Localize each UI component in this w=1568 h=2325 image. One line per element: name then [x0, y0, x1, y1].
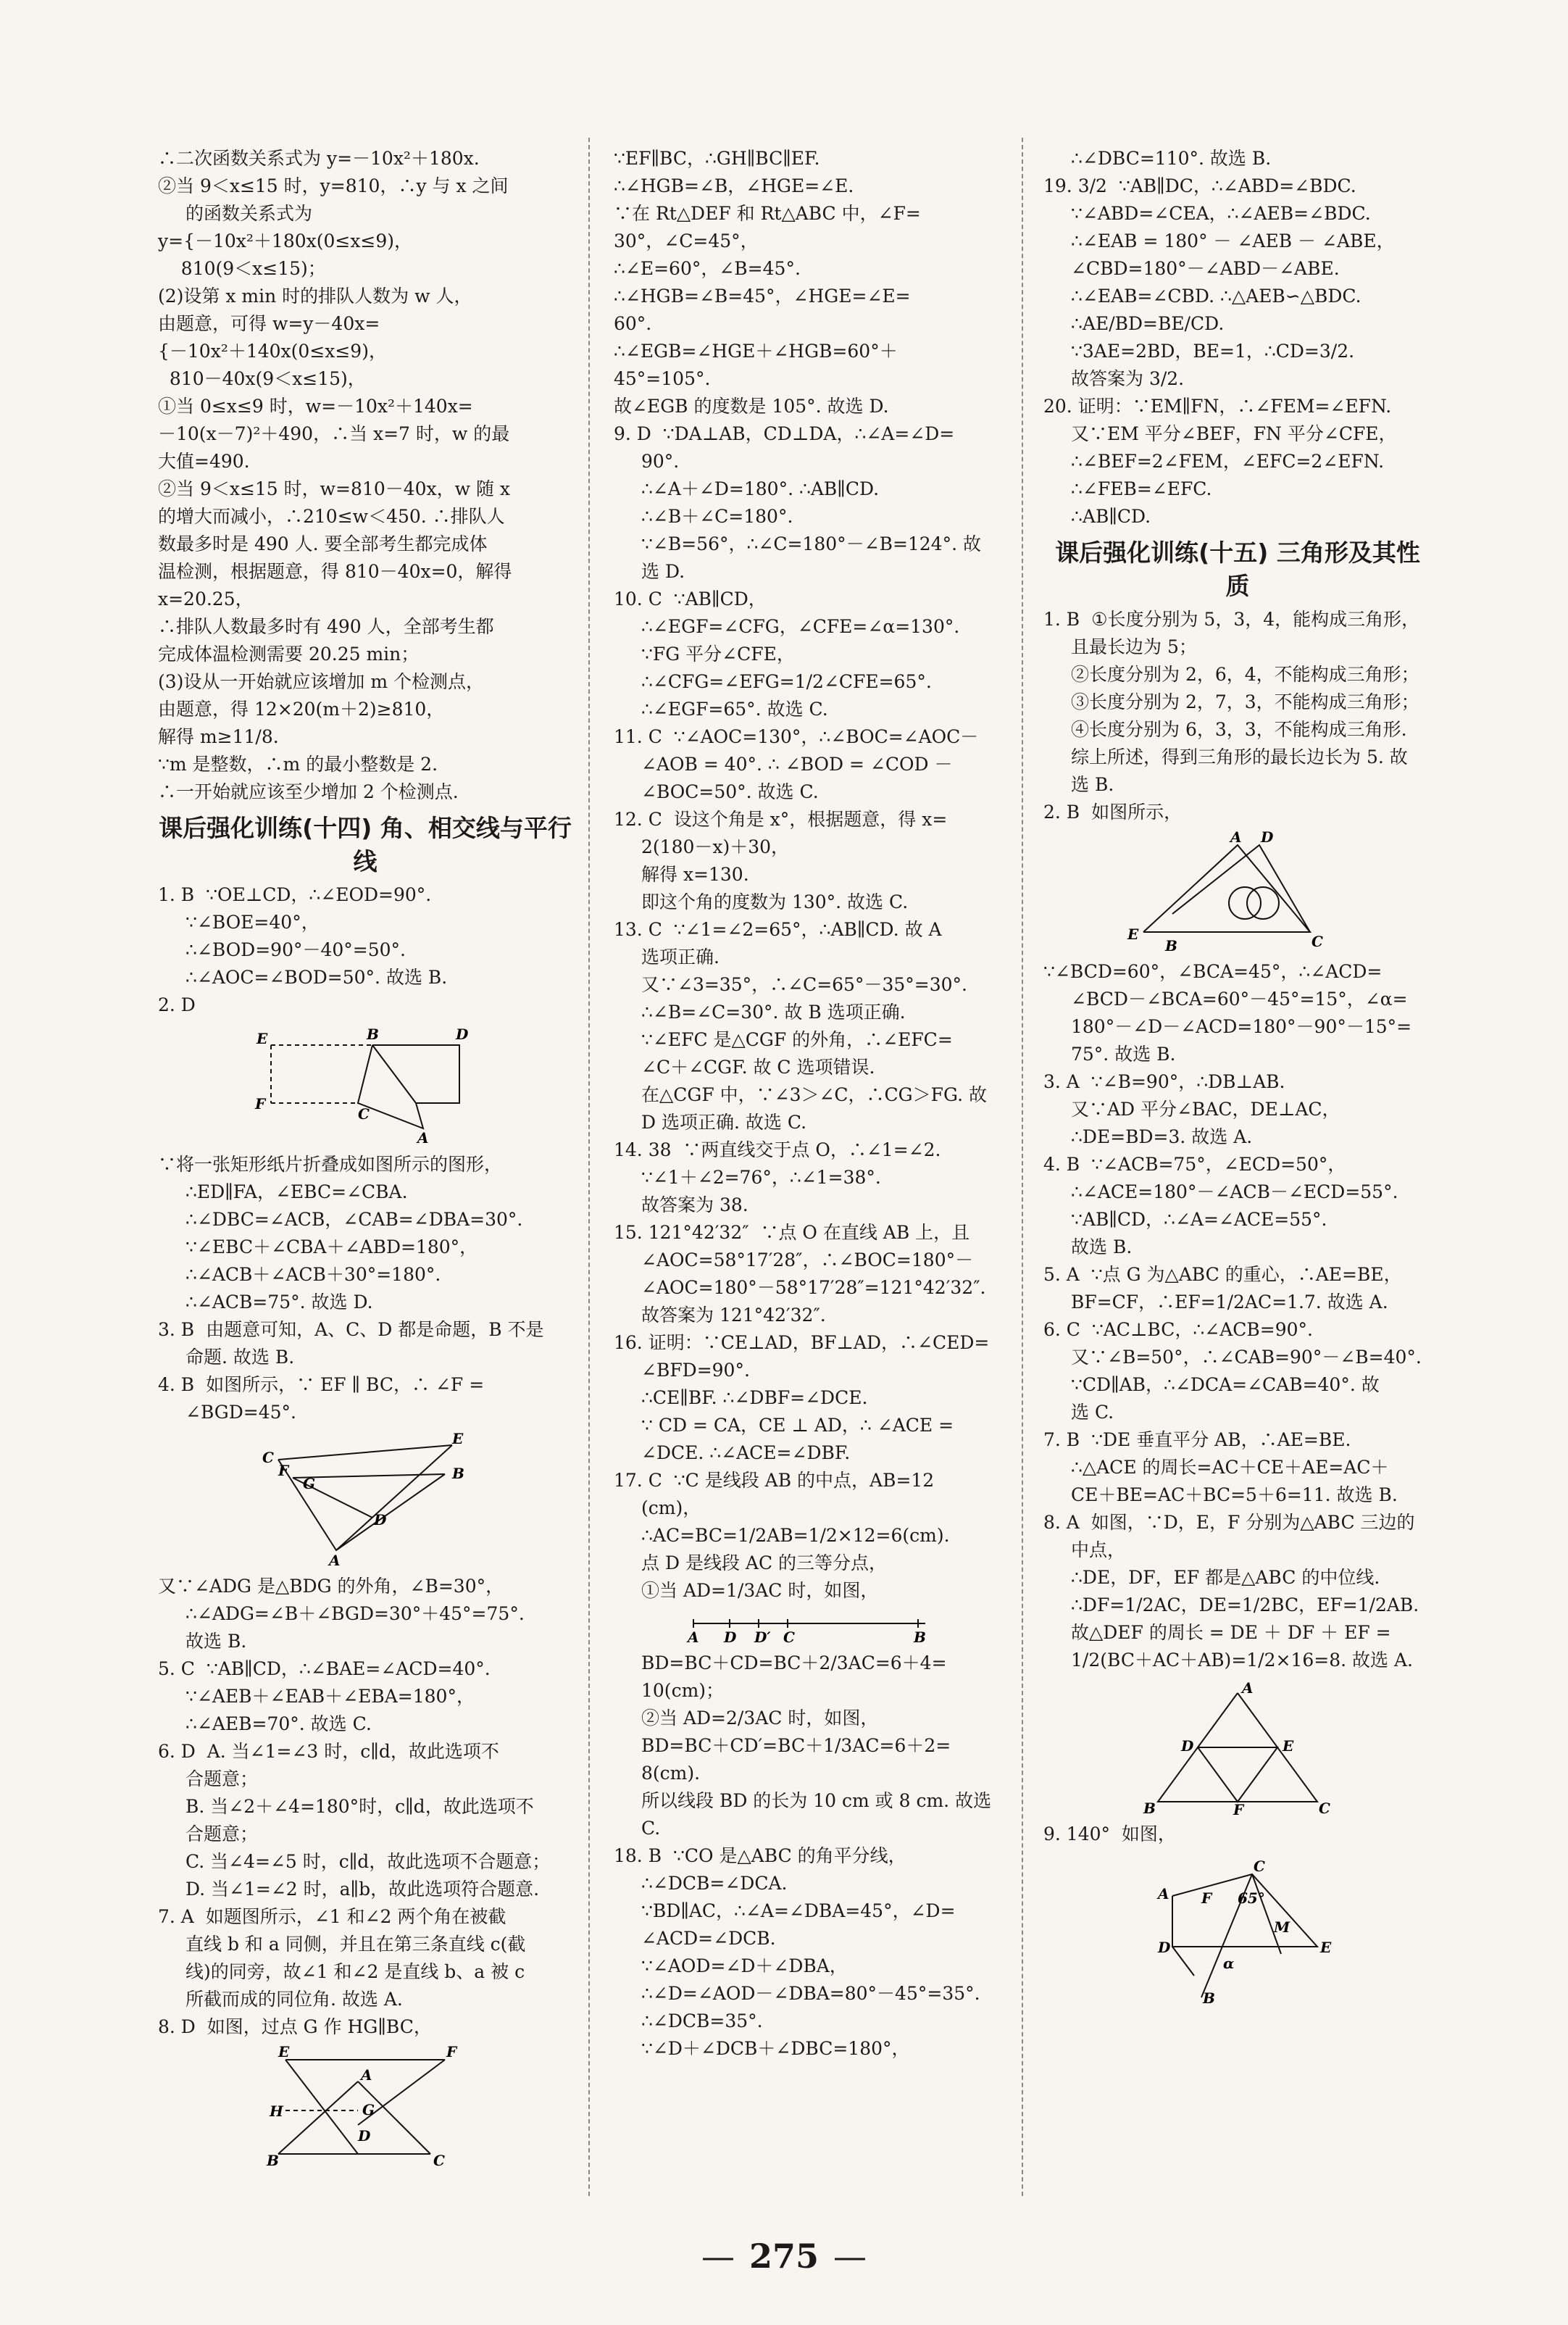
text-line: 所截而成的同位角. 故选 A.	[185, 1989, 403, 2010]
text-line: ∴∠AEB=70°. 故选 C.	[185, 1713, 372, 1734]
text-line: ∴∠AOC=∠BOD=50°. 故选 B.	[185, 967, 448, 988]
figure-point-label: C	[783, 1629, 795, 1645]
text-line: ∵∠EBC＋∠CBA＋∠ABD=180°，	[185, 1236, 478, 1257]
figure-point-label: A	[361, 2066, 372, 2084]
text-line: ∠C＋∠CGF. 故 C 选项错误.	[641, 1057, 875, 1078]
figure-point-label: B	[1143, 1800, 1156, 1816]
text-line: ∠CBD=180°－∠ABD－∠ABE.	[1071, 258, 1340, 279]
figure-point-label: 65°	[1238, 1889, 1265, 1907]
figure-last	[1129, 1852, 1346, 2005]
text-line: D 选项正确. 故选 C.	[641, 1112, 807, 1133]
text-line: 3. B 由题意可知，A、C、D 都是命题，B 不是	[158, 1319, 544, 1340]
text-line: 故答案为 3/2.	[1071, 368, 1185, 389]
text-line: 解得 m≥11/8.	[158, 726, 279, 747]
text-line: ∵∠AEB＋∠EAB＋∠EBA=180°，	[185, 1686, 475, 1707]
text-line: ∴△ACE 的周长=AC＋CE＋AE=AC＋	[1071, 1457, 1389, 1478]
text-line: 选 B.	[1071, 774, 1114, 795]
figure-seg	[679, 1609, 940, 1645]
text-line: ∴ED∥FA，∠EBC=∠CBA.	[185, 1181, 408, 1202]
text-line: ∴一开始就应该至少增加 2 个检测点.	[158, 781, 459, 802]
text-line: ∴∠A＋∠D=180°. ∴AB∥CD.	[641, 478, 880, 499]
text-line: 由题意，可得 w=y－40x=	[158, 313, 380, 334]
figure-line	[1229, 887, 1261, 919]
text-line: 8. A 如图，∵D，E，F 分别为△ABC 三边的	[1043, 1512, 1415, 1533]
figure-line	[1198, 1747, 1277, 1802]
text-line: ②长度分别为 2，6，4，不能构成三角形；	[1071, 664, 1419, 685]
figure-point-label: E	[257, 1030, 268, 1047]
text-line: ∵∠1＋∠2=76°，∴∠1=38°.	[641, 1167, 881, 1188]
column-right	[1043, 145, 1432, 2216]
figure-point-label: D	[1158, 1939, 1171, 1956]
text-line: ∴∠DCB=35°.	[641, 2010, 763, 2031]
figure-line	[372, 1045, 459, 1103]
column-left	[158, 145, 572, 2216]
text-line: 8. D 如图，过点 G 作 HG∥BC，	[158, 2016, 432, 2037]
figure-line	[336, 1474, 445, 1550]
figure-point-label: D	[358, 2127, 371, 2145]
text-line: －10(x－7)²＋490，∴当 x=7 时，w 的最	[158, 423, 510, 444]
text-line: 30°，∠C=45°，	[614, 230, 759, 251]
text-line: 10. C ∵AB∥CD，	[614, 588, 767, 610]
text-line: 5. C ∵AB∥CD，∴∠BAE=∠ACD=40°.	[158, 1658, 491, 1679]
text-line: ∠AOC=58°17′28″，∴∠BOC=180°－	[641, 1249, 974, 1270]
text-line: 合题意；	[185, 1768, 259, 1789]
text-line: ∴AE/BD=BE/CD.	[1071, 313, 1225, 334]
text-line: ∵∠D＋∠DCB＋∠DBC=180°，	[641, 2038, 910, 2059]
text-line: 在△CGF 中，∵∠3＞∠C，∴CG＞FG. 故	[641, 1084, 987, 1105]
text-line: ∠BFD=90°.	[641, 1360, 750, 1381]
text-line: 75°. 故选 B.	[1071, 1044, 1176, 1065]
figure-line	[1252, 1874, 1281, 1954]
text-line: 6. D A. 当∠1=∠3 时，c∥d，故此选项不	[158, 1741, 499, 1762]
text-line: 选 D.	[641, 561, 685, 582]
text-line: 线)的同旁，故∠1 和∠2 是直线 b、a 被 c	[185, 1961, 525, 1982]
text-line: 选 C.	[1071, 1402, 1114, 1423]
figure-point-label: B	[367, 1026, 379, 1043]
text-line: 且最长边为 5；	[1071, 636, 1197, 657]
text-line: 故答案为 38.	[641, 1194, 748, 1215]
text-line: 温检测，根据题意，得 810－40x=0，解得	[158, 561, 512, 582]
figure-point-label: B	[267, 2152, 279, 2168]
text-line: ∴∠HGB=∠B=45°，∠HGE=∠E=	[614, 286, 911, 307]
text-line: ∵AB∥CD，∴∠A=∠ACE=55°.	[1071, 1209, 1327, 1230]
text-line: B. 当∠2＋∠4=180°时，c∥d，故此选项不	[185, 1796, 534, 1817]
figure-point-label: D	[456, 1026, 469, 1043]
text-line: {－10x²＋140x(0≤x≤9)，	[158, 341, 387, 362]
figure-point-label: E	[452, 1431, 464, 1447]
text-line: 20. 证明：∵EM∥FN，∴∠FEM=∠EFN.	[1043, 396, 1392, 417]
text-line: ∴∠HGB=∠B，∠HGE=∠E.	[614, 175, 854, 196]
text-line: 45°=105°.	[614, 368, 711, 389]
text-line: C. 当∠4=∠5 时，c∥d，故此选项不合题意；	[185, 1851, 551, 1872]
text-line: ∴排队人数最多时有 490 人，全部考生都	[158, 616, 494, 637]
figure-point-label: B	[1203, 1989, 1215, 2005]
text-line: 又∵∠ADG 是△BDG 的外角，∠B=30°，	[158, 1576, 504, 1597]
text-line: ∵EF∥BC，∴GH∥BC∥EF.	[614, 148, 820, 169]
text-line: ∵∠AOD=∠D＋∠DBA，	[641, 1955, 848, 1976]
column-divider	[588, 138, 590, 2196]
section-heading: 课后强化训练(十五) 三角形及其性质	[1055, 538, 1420, 600]
text-line: 又∵∠B=50°，∴∠CAB=90°－∠B=40°.	[1071, 1347, 1422, 1368]
figure-mid	[1129, 1679, 1346, 1816]
text-line: 18. B ∵CO 是△ABC 的角平分线，	[614, 1845, 906, 1866]
text-line: ∴∠ACB＋∠ACB＋30°=180°.	[185, 1264, 441, 1285]
text-line: 直线 b 和 a 同侧，并且在第三条直线 c(截	[185, 1934, 526, 1955]
text-line: 解得 x=130.	[641, 864, 749, 885]
text-line: ∵m 是整数，∴m 的最小整数是 2.	[158, 754, 438, 775]
text-line: 16. 证明：∵CE⊥AD，BF⊥AD，∴∠CED=	[614, 1332, 990, 1353]
text-line: ∵CD∥AB，∴∠DCA=∠CAB=40°. 故	[1071, 1374, 1380, 1395]
figure-point-label: C	[433, 2152, 445, 2168]
text-line: ∴∠EAB=∠CBD. ∴△AEB∽△BDC.	[1071, 286, 1361, 307]
text-line: D. 当∠1=∠2 时，a∥b，故此选项符合题意.	[185, 1879, 540, 1900]
text-line: 又∵EM 平分∠BEF，FN 平分∠CFE，	[1071, 423, 1397, 444]
text-line: 故选 B.	[185, 1631, 247, 1652]
text-line: 故答案为 121°42′32″.	[641, 1305, 826, 1326]
text-line: ∴∠ACB=75°. 故选 D.	[185, 1292, 373, 1313]
figure-point-label: D	[724, 1629, 737, 1645]
figure-point-label: D′	[754, 1629, 771, 1645]
section-heading: 课后强化训练(十四) 角、相交线与平行线	[159, 814, 572, 875]
text-line: 6. C ∵AC⊥BC，∴∠ACB=90°.	[1043, 1319, 1313, 1340]
figure-point-label: A	[329, 1552, 341, 1568]
text-line: 合题意；	[185, 1823, 259, 1844]
figure-point-label: H	[270, 2103, 283, 2120]
figure-trap	[257, 2045, 474, 2168]
text-line: 数最多时是 490 人. 要全部考生都完成体	[158, 533, 488, 554]
text-line: 点 D 是线段 AC 的三等分点，	[641, 1552, 888, 1573]
text-line: 810(9＜x≤15)；	[158, 258, 326, 279]
figure-point-label: C	[262, 1449, 274, 1466]
text-line: 中点，	[1071, 1539, 1126, 1560]
text-line: 故△DEF 的周长 = DE ＋ DF ＋ EF =	[1071, 1622, 1391, 1643]
text-line: ∴∠E=60°，∠B=45°.	[614, 258, 801, 279]
figure-point-label: C	[1319, 1800, 1330, 1816]
figure-rect	[249, 1023, 481, 1147]
text-line: ∴二次函数关系式为 y=－10x²＋180x.	[158, 148, 480, 169]
text-line: ∵在 Rt△DEF 和 Rt△ABC 中，∠F=	[614, 203, 921, 224]
text-line: ∵∠B=56°，∴∠C=180°－∠B=124°. 故	[641, 533, 982, 554]
figure-point-label: M	[1274, 1918, 1290, 1936]
text-line: 4. B ∵∠ACB=75°，∠ECD=50°，	[1043, 1154, 1346, 1175]
text-line: 2(180－x)＋30，	[641, 836, 790, 857]
figure-point-label: A	[1242, 1679, 1254, 1697]
page-number: 275	[748, 2237, 820, 2276]
figure-line	[293, 1474, 445, 1478]
text-line: ∵∠EFC 是△CGF 的外角，∴∠EFC=	[641, 1029, 953, 1050]
figure-point-label: D	[374, 1511, 387, 1528]
figure-point-label: A	[1230, 831, 1242, 846]
text-line: ∴∠DBC=∠ACB，∠CAB=∠DBA=30°.	[185, 1209, 523, 1230]
figure-line	[1172, 1947, 1194, 1976]
text-line: (3)设从一开始就应该增加 m 个检测点，	[158, 671, 485, 692]
text-line: ∴∠EGF=∠CFG，∠CFE=∠α=130°.	[641, 616, 960, 637]
figure-point-label: F	[278, 1462, 289, 1479]
text-line: 综上所述，得到三角形的最长边长为 5. 故	[1071, 746, 1408, 768]
text-line: 8(cm).	[641, 1763, 701, 1784]
text-line: 9. D ∵DA⊥AB，CD⊥DA，∴∠A=∠D=	[614, 423, 955, 444]
text-line: ∠DCE. ∴∠ACE=∠DBF.	[641, 1442, 851, 1463]
figure-line	[372, 1045, 416, 1103]
figure-point-label: C	[1311, 933, 1323, 950]
text-line: ∠ACD=∠DCB.	[641, 1928, 776, 1949]
figure-point-label: F	[446, 2045, 457, 2060]
text-line: ∴∠B＋∠C=180°.	[641, 506, 793, 527]
figure-tri	[249, 1431, 481, 1568]
figure-point-label: C	[358, 1105, 370, 1123]
text-line: 的增大而减小，∴210≤w＜450. ∴排队人	[158, 506, 505, 527]
text-line: 2. D	[158, 994, 196, 1015]
figure-point-label: A	[688, 1629, 699, 1645]
text-line: 1/2(BC＋AC＋AB)=1/2×16=8. 故选 A.	[1071, 1650, 1413, 1671]
figure-point-label: B	[1165, 937, 1177, 954]
text-line: (cm)，	[641, 1497, 701, 1518]
text-line: ①当 AD=1/3AC 时，如图，	[641, 1580, 879, 1601]
text-line: 11. C ∵∠AOC=130°，∴∠BOC=∠AOC－	[614, 726, 979, 747]
figure-point-label: α	[1223, 1955, 1235, 1972]
text-line: ∴∠EGF=65°. 故选 C.	[641, 699, 828, 720]
text-line: 又∵AD 平分∠BAC，DE⊥AC，	[1071, 1099, 1340, 1120]
figure-point-label: D	[1261, 831, 1274, 846]
text-line: ∠BOC=50°. 故选 C.	[641, 781, 819, 802]
text-line: ③长度分别为 2，7，3，不能构成三角形；	[1071, 691, 1419, 712]
text-line: 故选 B.	[1071, 1236, 1133, 1257]
text-line: BF=CF，∴EF=1/2AC=1.7. 故选 A.	[1071, 1292, 1388, 1313]
figure-point-label: C	[1254, 1858, 1265, 1875]
text-line: ∴∠EGB=∠HGE＋∠HGB=60°＋	[614, 341, 898, 362]
text-line: ∴∠DBC=110°. 故选 B.	[1071, 148, 1272, 169]
text-line: ∠BCD－∠BCA=60°－45°=15°，∠α=	[1071, 989, 1408, 1010]
text-line: 故∠EGB 的度数是 105°. 故选 D.	[614, 396, 889, 417]
text-line: 13. C ∵∠1=∠2=65°，∴AB∥CD. 故 A	[614, 919, 942, 940]
text-line: ②当 9＜x≤15 时，w=810－40x，w 随 x	[158, 478, 511, 499]
text-line: 60°.	[614, 313, 652, 334]
text-line: ∴DF=1/2AC，DE=1/2BC，EF=1/2AB.	[1071, 1594, 1419, 1615]
text-line: ∵∠BCD=60°，∠BCA=45°，∴∠ACD=	[1043, 961, 1383, 982]
text-line: 7. A 如题图所示，∠1 和∠2 两个角在被截	[158, 1906, 506, 1927]
figure-point-label: F	[1201, 1889, 1212, 1907]
text-line: 10(cm)；	[641, 1680, 725, 1701]
text-line: 14. 38 ∵两直线交于点 O，∴∠1=∠2.	[614, 1139, 941, 1160]
figure-point-label: B	[914, 1629, 926, 1645]
text-line: ∵∠BOE=40°，	[185, 912, 320, 933]
text-line: 又∵∠3=35°，∴∠C=65°－35°=30°.	[641, 974, 967, 995]
text-line: ∵FG 平分∠CFE，	[641, 644, 795, 665]
text-line: 命题. 故选 B.	[185, 1347, 295, 1368]
text-line: ∴DE，DF，EF 都是△ABC 的中位线.	[1071, 1567, 1380, 1588]
text-line: ∠AOB = 40°. ∴ ∠BOD = ∠COD －	[641, 754, 953, 775]
text-line: 17. C ∵C 是线段 AB 的中点，AB=12	[614, 1470, 935, 1491]
text-line: 即这个角的度数为 130°. 故选 C.	[641, 891, 909, 912]
text-line: 19. 3/2 ∵AB∥DC，∴∠ABD=∠BDC.	[1043, 175, 1356, 196]
text-line: 4. B 如图所示，∵ EF ∥ BC，∴ ∠F =	[158, 1374, 485, 1395]
text-line: (2)设第 x min 时的排队人数为 w 人，	[158, 286, 472, 307]
text-line: ∴∠DCB=∠DCA.	[641, 1873, 788, 1894]
figure-point-label: E	[1320, 1939, 1332, 1956]
text-line: 15. 121°42′32″ ∵点 O 在直线 AB 上，且	[614, 1222, 970, 1243]
text-line: ∠BGD=45°.	[185, 1402, 297, 1423]
text-line: 5. A ∵点 G 为△ABC 的重心，∴AE=BE，	[1043, 1264, 1402, 1285]
text-line: 3. A ∵∠B=90°，∴DB⊥AB.	[1043, 1071, 1285, 1092]
figure-point-label: B	[452, 1465, 464, 1482]
figure-point-label: G	[303, 1475, 316, 1492]
text-line: ∵ CD = CA，CE ⊥ AD，∴ ∠ACE =	[641, 1415, 954, 1436]
text-line: CE＋BE=AC＋BC=5＋6=11. 故选 B.	[1071, 1484, 1398, 1505]
text-line: 1. B ∵OE⊥CD，∴∠EOD=90°.	[158, 884, 432, 905]
text-line: ∠AOC=180°－58°17′28″=121°42′32″.	[641, 1277, 986, 1298]
figure-line	[278, 1445, 452, 1550]
text-line: y={－10x²＋180x(0≤x≤9)，	[158, 230, 413, 251]
text-line: ∴∠BEF=2∠FEM，∠EFC=2∠EFN.	[1071, 451, 1385, 472]
text-line: 12. C 设这个角是 x°，根据题意，得 x=	[614, 809, 948, 830]
figure-point-label: F	[255, 1095, 266, 1112]
text-line: 810－40x(9＜x≤15)，	[158, 368, 366, 389]
text-line: 选项正确.	[641, 947, 720, 968]
text-line: ∵∠ABD=∠CEA，∴∠AEB=∠BDC.	[1071, 203, 1371, 224]
text-line: BD=BC＋CD′=BC＋1/3AC=6＋2=	[641, 1735, 951, 1756]
figure-line	[1247, 887, 1279, 919]
figure-point-label: A	[417, 1129, 429, 1147]
text-line: ∴∠EAB = 180° － ∠AEB － ∠ABE，	[1071, 230, 1395, 251]
figure-point-label: D	[1181, 1737, 1194, 1755]
text-line: 所以线段 BD 的长为 10 cm 或 8 cm. 故选 C.	[641, 1790, 998, 1839]
text-line: ∴∠ADG=∠B＋∠BGD=30°＋45°=75°.	[185, 1603, 525, 1624]
text-line: 7. B ∵DE 垂直平分 AB，∴AE=BE.	[1043, 1429, 1351, 1450]
page-footer: — 275 —	[701, 2237, 867, 2276]
text-line: BD=BC＋CD=BC＋2/3AC=6＋4=	[641, 1652, 947, 1673]
text-line: ∴AC=BC=1/2AB=1/2×12=6(cm).	[641, 1525, 950, 1546]
text-line: ②当 AD=2/3AC 时，如图，	[641, 1708, 879, 1729]
text-line: ②当 9＜x≤15 时，y=810，∴y 与 x 之间	[158, 175, 509, 196]
text-line: 2. B 如图所示，	[1043, 802, 1183, 823]
text-line: ∴∠BOD=90°－40°=50°.	[185, 939, 406, 960]
text-line: ∵3AE=2BD，BE=1，∴CD=3/2.	[1071, 341, 1355, 362]
column-middle	[614, 145, 1005, 2216]
figure-line	[278, 1445, 452, 1460]
figure-point-label: F	[1233, 1801, 1244, 1816]
text-line: 由题意，得 12×20(m＋2)≥810，	[158, 699, 445, 720]
figure-point-label: E	[278, 2045, 290, 2060]
figure-point-label: E	[1127, 926, 1139, 943]
text-line: ∴AB∥CD.	[1071, 506, 1151, 527]
text-line: ∴∠D=∠AOD－∠DBA=80°－45°=35°.	[641, 1983, 980, 2004]
text-line: ∴∠FEB=∠EFC.	[1071, 478, 1212, 499]
column-divider	[1022, 138, 1023, 2196]
figure-point-label: A	[1158, 1885, 1169, 1902]
figure-point-label: G	[362, 2101, 375, 2118]
text-line: ∵将一张矩形纸片折叠成如图所示的图形，	[158, 1154, 503, 1175]
figure-point-label: E	[1283, 1737, 1294, 1755]
figure-line	[1172, 1874, 1317, 1947]
text-line: ∴CE∥BF. ∴∠DBF=∠DCE.	[641, 1387, 868, 1408]
figure-line	[285, 2060, 358, 2154]
text-line: 的函数关系式为	[185, 203, 313, 224]
text-line: ④长度分别为 6，3，3，不能构成三角形.	[1071, 719, 1407, 740]
text-line: 9. 140° 如图，	[1043, 1823, 1176, 1844]
text-line: ①当 0≤x≤9 时，w=－10x²＋140x=	[158, 396, 473, 417]
text-line: x=20.25，	[158, 588, 254, 610]
text-line: 90°.	[641, 451, 680, 472]
text-line: 1. B ①长度分别为 5，3，4，能构成三角形，	[1043, 609, 1420, 630]
text-line: 大值=490.	[158, 451, 250, 472]
text-line: 180°－∠D－∠ACD=180°－90°－15°=	[1071, 1016, 1412, 1037]
text-line: ∴∠ACE=180°－∠ACB－∠ECD=55°.	[1071, 1181, 1398, 1202]
text-line: ∴∠CFG=∠EFG=1/2∠CFE=65°.	[641, 671, 932, 692]
text-line: ∴∠B=∠C=30°. 故 B 选项正确.	[641, 1002, 906, 1023]
text-line: ∵BD∥AC，∴∠A=∠DBA=45°，∠D=	[641, 1900, 956, 1921]
text-line: ∴DE=BD=3. 故选 A.	[1071, 1126, 1253, 1147]
figure-line	[278, 2081, 358, 2154]
figure-setsq	[1114, 831, 1361, 954]
text-line: 完成体温检测需要 20.25 min；	[158, 644, 420, 665]
